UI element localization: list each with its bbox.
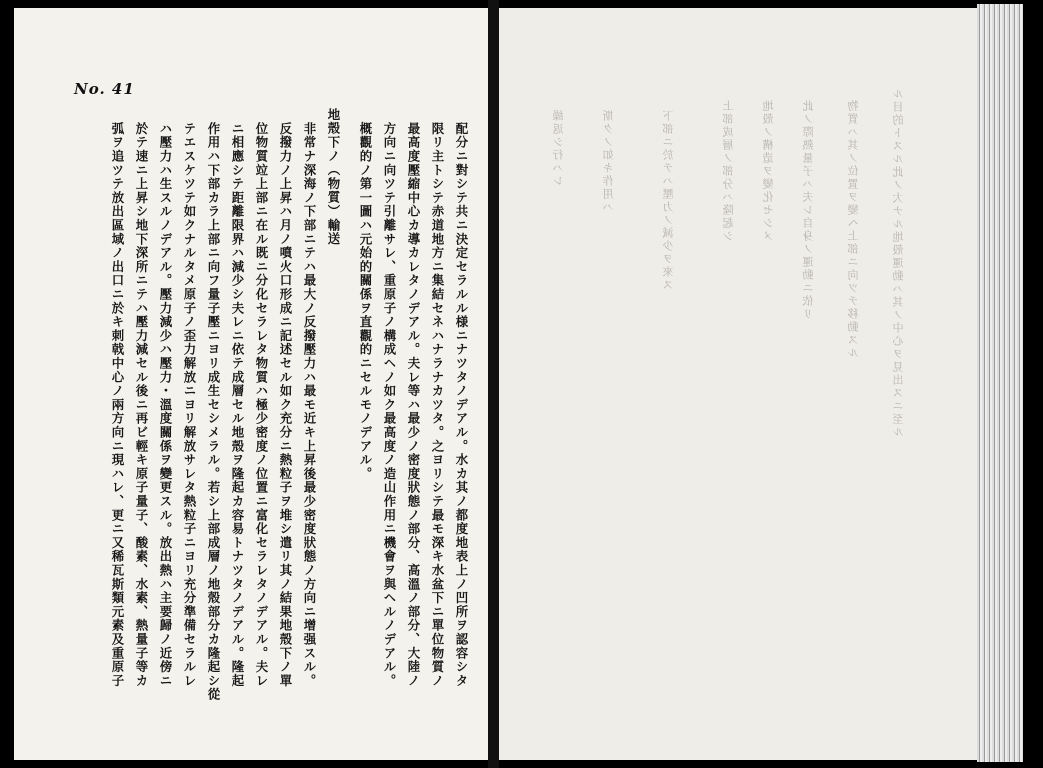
bleed-through-line-5: 上部成層ノ部分ハ隆起シ [722,100,735,243]
text-column-1: 配分ニ對シテ共ニ決定セラルル様ニナツタノデアル。水カ其ノ都度地表上ノ凹所ヲ認容シタ [454,122,469,688]
page-number: No. 41 [74,80,135,98]
text-column-5: 概觀的ノ第一圖ハ元始的關係ヲ直觀的ニセルモノデアル。 [358,122,373,481]
bleed-through-line-8: 繰返シ行ハレ [552,110,565,188]
text-column-12: テエスケツテ如クナルタメ原子ノ歪力解放ニヨリ解放サレタ熱粒子ニヨリ充分準備セラルレ [182,122,197,688]
text-column-11: 作用ハ下部カラ上部ニ向フ量子壓ニヨリ成生セシメラル。若シ上部成層ノ地殼部分カ隆起シ從 [206,122,221,702]
text-column-2: 限リ主トシテ赤道地方ニ集結セネハナラナカツタ。之ヨリシテ最モ深キ水盆下ニ單位物質ノ [430,122,445,688]
text-column-8: 反撥力ノ上昇ハ月ノ噴火口形成ニ記述セル如ク充分ニ熱粒子ヲ堆シ遣リ其ノ結果地殼下ノ單 [278,122,293,688]
text-column-3: 最高度壓縮中心カ導カレタノデアル。夫レ等ハ最少ノ密度狀態ノ部分、高溫ノ部分、大陸ノ [406,122,421,688]
bleed-through-line-4: 地殼ノ構造ヲ變化セシメ [762,100,775,243]
bleed-through-line-7: 斯クノ如キ作用ハ [602,110,615,214]
text-column-9: 位物質竝上部ニ在ル既ニ分化セラレタ物質ハ極少密度ノ位置ニ富化セラレタノデアル。夫レ [254,122,269,688]
text-column-14: 於テ速ニ上昇シ地下深所ニテハ壓力減セル後ニ再ビ輕キ原子量子、酸素、水素、熱量子等カ [134,122,149,688]
text-column-7: 非常ナ深海ノ下部ニテハ最大ノ反撥壓力ハ最モ近キ上昇後最少密度狀態ノ方向ニ增强スル。 [302,122,317,688]
text-column-4: 方向ニ向ツテ引離サレ、重原子ノ構成ヘノ如ク最高度ノ造山作用ニ機會ヲ與ヘルノデアル。 [382,122,397,688]
text-column-10: ニ相應シテ距離限界ハ減少シ夫レニ依テ成層セル地殼ヲ隆起カ容易トナツタノデアル。隆起 [230,122,245,688]
bleed-through-line-1: ル目的トスル此ノ大ナル地殼運動ハ其ノ中心ヲ見出スニ至ル [892,88,905,439]
book-spine [488,0,499,768]
text-column-13: ハ壓力ハ生スルノデアル。壓力減少ハ壓力・溫度關係ヲ變更スル。放出熱ハ主要歸ノ近傍ニ [158,122,173,688]
text-column-15: 弧ヲ追ツテ放出區域ノ出口ニ於キ刺戟中心ノ兩方向ニ現ハレ、更ニ又稀瓦斯類元素及重原子 [110,122,125,688]
section-heading: 地殼下ノ（物質）輸送 [326,108,341,246]
bleed-through-line-3: 此ノ際熱量子ハ夫レ自身ノ運動ニ依リ [802,100,815,321]
bleed-through-line-6: 下部ニ於テハ壓力ノ減少ヲ來ス [662,110,675,292]
bleed-through-line-2: 物質ハ其ノ位置ヲ變ヘ上部ニ向ツテ移動スル [847,100,860,360]
page-edges [977,4,1023,762]
